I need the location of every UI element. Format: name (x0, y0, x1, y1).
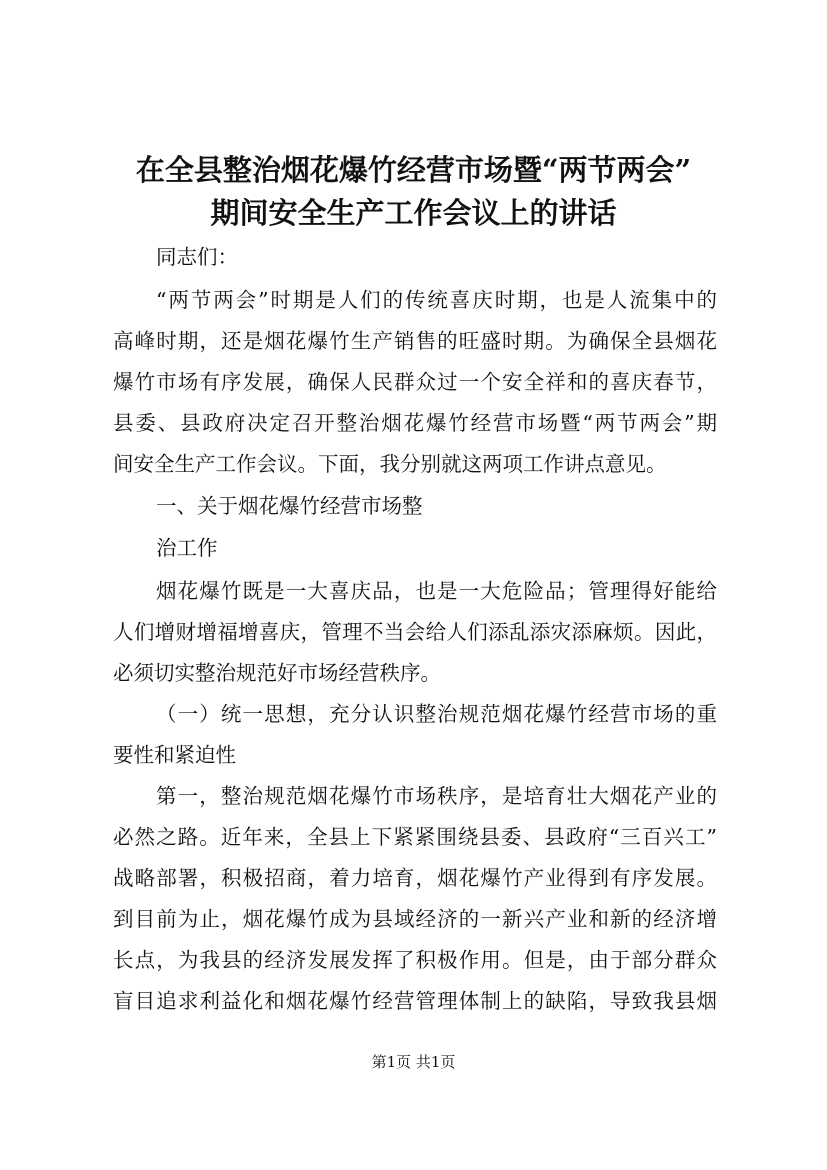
subsection-heading: 要性和紧迫性 (113, 743, 236, 767)
paragraph-line: 长点，为我县的经济发展发挥了积极作用。但是，由于部分群众 (113, 948, 717, 972)
paragraph-line: 烟花爆竹既是一大喜庆品，也是一大危险品；管理得好能给 (156, 579, 717, 603)
paragraph-line: 必然之路。近年来，全县上下紧紧围绕县委、县政府“三百兴工” (113, 825, 717, 849)
section-heading: 治工作 (156, 536, 218, 560)
paragraph-line: 盲目追求利益化和烟花爆竹经营管理体制上的缺陷，导致我县烟 (113, 989, 717, 1013)
paragraph-line: 战略部署，积极招商，着力培育，烟花爆竹产业得到有序发展。 (113, 866, 717, 890)
paragraph-line: 高峰时期，还是烟花爆竹生产销售的旺盛时期。为确保全县烟花 (113, 329, 717, 353)
paragraph-line: 人们增财增福增喜庆，管理不当会给人们添乱添灾添麻烦。因此， (113, 620, 717, 644)
paragraph-line: 到目前为止，烟花爆竹成为县域经济的一新兴产业和新的经济增 (113, 907, 717, 931)
document-title-line-2: 期间安全生产工作会议上的讲话 (210, 196, 617, 230)
paragraph-line: 爆竹市场有序发展，确保人民群众过一个安全祥和的喜庆春节， (113, 370, 717, 394)
paragraph-line: 必须切实整治规范好市场经营秩序。 (113, 661, 441, 685)
paragraph-line: 第一，整治规范烟花爆竹市场秩序，是培育壮大烟花产业的 (156, 784, 717, 808)
paragraph-line: 间安全生产工作会议。下面，我分别就这两项工作讲点意见。 (113, 452, 667, 476)
salutation: 同志们： (156, 245, 238, 269)
paragraph-line: “两节两会”时期是人们的传统喜庆时期，也是人流集中的 (156, 288, 717, 312)
subsection-heading: （一）统一思想，充分认识整治规范烟花爆竹经营市场的重 (156, 702, 717, 726)
document-title-line-1: 在全县整治烟花爆竹经营市场暨“两节两会” (135, 153, 692, 187)
paragraph-line: 县委、县政府决定召开整治烟花爆竹经营市场暨“两节两会”期 (113, 411, 717, 435)
section-heading: 一、关于烟花爆竹经营市场整 (156, 494, 423, 518)
page-footer: 第1页 共1页 (371, 1053, 456, 1071)
